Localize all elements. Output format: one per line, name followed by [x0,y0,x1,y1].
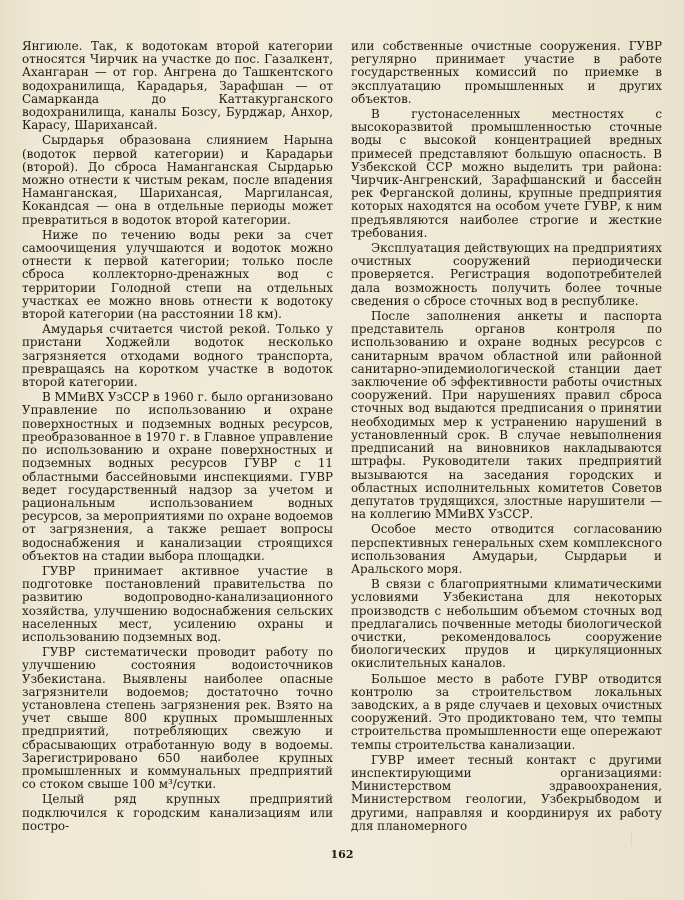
right-column [351,40,662,840]
paragraph: В ММиВХ УзССР в 1960 г. было организовано Управление по использованию и охране поверхностных и подземных водных ресурсов, преобразованное в 1970 г. в Главное управление по использованию и охране поверхностных и подземных водных ресурсов ГУВР с 11 областными бассейновыми инспекциями. ГУВР ведет государственный надзор за учетом и рациональным использованием водных ресурсов, за мероприятиями по охране водоемов от загрязнения, а также решает вопросы водоснабжения и канализации строящихся объектов на стадии выбора площадки. [22,390,333,563]
paragraph: Амударья считается чистой рекой. Только у пристани Ходжейли водоток несколько загрязняется отходами водного транспорта, превращаясь на коротком участке в водоток второй категории. [22,322,333,390]
paragraph: ГУВР имеет тесный контакт с другими инспектирующими организациями: Министерством здравоохранения, Министерством геологии, Узбекрыбводом и другими, направляя и координируя их работу для планомерного [351,752,662,833]
paragraph: Особое место отводится согласованию перспективных генеральных схем комплексного использования Амударьи, Сырдарьи и Аральского моря. [351,522,662,576]
paragraph: Янгиюле. Так, к водотокам второй категории относятся Чирчик на участке до пос. Газалкент, Ахангаран — от гор. Ангрена до Ташкентского водохранилища, Карадарья, Зарафшан — от Самарканда до Каттакурганского водохранилища, каналы Бозсу, Бурджар, Анхор, Карасу, Шарихансай. [22,40,333,133]
paragraph: Ниже по течению воды реки за счет самоочищения улучшаются и водоток можно отнести к первой категории; только после сброса коллекторно-дренажных вод с территории Голодной степи на отдельных участках ее можно вновь отнести к водотоку второй категории (на расстоянии 18 км). [22,227,333,322]
left-column [22,40,333,840]
paragraph: ГУВР систематически проводит работу по улучшению состояния водоисточников Узбекистана. Выявлены наиболее опасные загрязнители водоемов; достаточно точно установлена степень загрязнения рек. Взято на учет свыше 800 крупных промышленных предприятий, потребляющих свежую и сбрасывающих отработанную воду в водоемы. Зарегистрировано 650 наиболее крупных промышленных и коммунальных предприятий со стоком свыше 100 м³/сутки. [22,645,333,792]
page-number: 162 [330,848,354,861]
paragraph: Сырдарья образована слиянием Нарына (водоток первой категории) и Карадарьи (второй). До сброса Наманганская Сырдарью можно отнести к чистым рекам, после впадения Наманганская, Шарихансая, Маргилансая, Кокандсая — она в отдельные периоды может превратиться в водоток второй категории. [22,133,333,227]
paragraph: Большое место в работе ГУВР отводится контролю за строительством локальных заводских, а в ряде случаев и цеховых очистных сооружений. Это продиктовано тем, что темпы строительства промышленности еще опережают темпы строительства канализации. [351,671,662,752]
paragraph: В густонаселенных местностях с высокоразвитой промышленностью сточные воды с высокой концентрацией вредных примесей представляют большую опасность. В Узбекской ССР можно выделить три района: Чирчик-Ангренский, Зарафшанский и бассейн рек Ферганской долины, крупные предприятия которых находятся на особом учете ГУВР, к ним предъявляются наиболее строгие и жесткие требования. [351,107,662,240]
paragraph: или собственные очистные сооружения. ГУВР регулярно принимает участие в работе государственных комиссий по приемке в эксплуатацию промышленных и других объектов. [351,40,662,106]
paragraph: В связи с благоприятными климатическими условиями Узбекистана для некоторых производств с небольшим объемом сточных вод предлагались почвенные методы биологической очистки, рекомендовалось сооружение биологических прудов и циркуляционных окислительных каналов. [351,577,662,671]
text-columns [22,40,662,840]
margin-mark [631,832,668,846]
paragraph: Целый ряд крупных предприятий подключился к городским канализациям или постро- [22,792,333,833]
paragraph: ГУВР принимает активное участие в подготовке постановлений правительства по развитию водопроводно-канализационного хозяйства, улучшению водоснабжения сельских населенных мест, усилению охраны и использованию подземных вод. [22,563,333,644]
paragraph: После заполнения анкеты и паспорта представитель органов контроля по использованию и охране водных ресурсов с санитарным врачом областной или районной санитарно-эпидемиологической станции дает заключение об эффективности работы очистных сооружений. При нарушениях правил сброса сточных вод выдаются предписания о принятии необходимых мер к устранению нарушений в установленный срок. В случае невыполнения предписаний на виновников накладываются штрафы. Руководители таких предприятий вызываются на заседания городских и областных исполнительных комитетов Советов депутатов трудящихся, злостные нарушители — на коллегию ММиВХ УзССР. [351,309,662,522]
paragraph: Эксплуатация действующих на предприятиях очистных сооружений периодически проверяется. Регистрация водопотребителей дала возможность получить более точные сведения о сбросе сточных вод в республике. [351,241,662,308]
